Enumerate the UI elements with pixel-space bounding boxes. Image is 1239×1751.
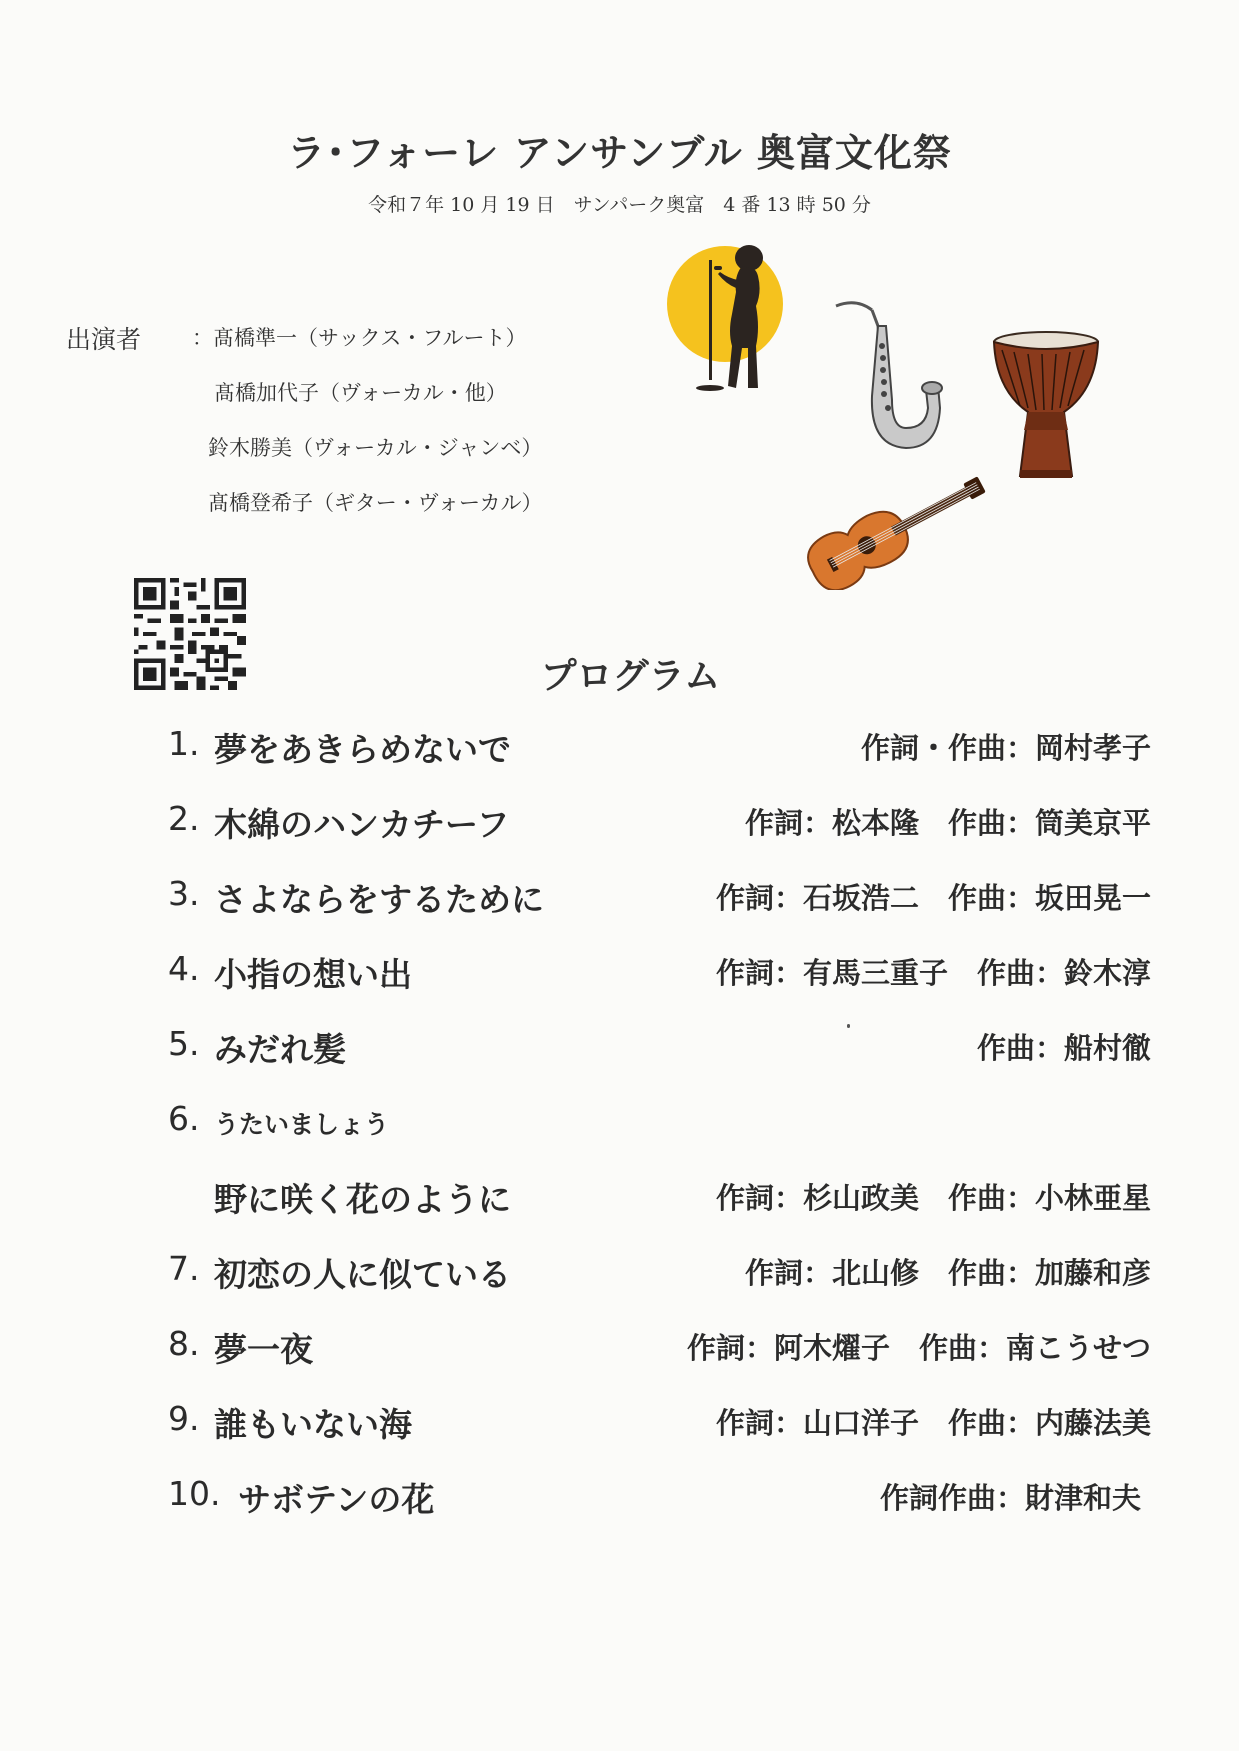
song-credit: 作詞・作曲：岡村孝子 <box>860 731 1151 765</box>
song-title: 夢一夜 <box>214 1330 313 1369</box>
program-heading: プログラム <box>540 656 721 697</box>
song-number: 3. <box>168 874 200 913</box>
speck <box>847 1024 850 1028</box>
song-number: 6. <box>168 1099 200 1138</box>
song-credit: 作詞：山口洋子 作曲：内藤法美 <box>715 1406 1151 1440</box>
song-number: 5. <box>168 1024 200 1063</box>
saxophone-icon <box>826 296 946 456</box>
song-credit: 作詞：杉山政美 作曲：小林亜星 <box>715 1181 1151 1215</box>
song-credit: 作詞：北山修 作曲：加藤和彦 <box>744 1256 1151 1290</box>
performer-name: ：髙橋準一（サックス・フルート） <box>192 326 527 350</box>
song-credit: 作詞：石坂浩二 作曲：坂田晃一 <box>715 881 1151 915</box>
song-credit: 作詞：松本隆 作曲：筒美京平 <box>744 806 1151 840</box>
performers-label: 出演者 <box>66 325 142 354</box>
song-number: 2. <box>168 799 200 838</box>
djembe-drum-icon <box>990 330 1102 482</box>
song-number: 4. <box>168 949 200 988</box>
song-title: さよならをするために <box>214 880 544 919</box>
performer-name: 髙橋登希子（ギター・ヴォーカル） <box>208 491 543 515</box>
song-title: 木綿のハンカチーフ <box>214 805 510 844</box>
song-number: 9. <box>168 1399 200 1438</box>
song-credit: 作詞作曲：財津和夫 <box>879 1481 1141 1515</box>
event-info: 令和７年 10 月 19 日 サンパーク奥富 4 番 13 時 50 分 <box>368 194 871 216</box>
song-title: 誰もいない海 <box>214 1405 412 1444</box>
song-number: 7. <box>168 1249 200 1288</box>
page-title: ラ･フォーレ アンサンブル 奥富文化祭 <box>287 131 952 175</box>
song-number: 10. <box>168 1474 221 1513</box>
performer-name: 髙橋加代子（ヴォーカル・他） <box>214 381 507 405</box>
song-title: 小指の想い出 <box>214 955 412 994</box>
song-title: サボテンの花 <box>238 1480 435 1519</box>
song-credit: 作曲：船村徹 <box>976 1031 1151 1065</box>
song-title: うたいましょう <box>214 1110 390 1139</box>
song-credit: 作詞：阿木燿子 作曲：南こうせつ <box>686 1331 1151 1365</box>
song-credit: 作詞：有馬三重子 作曲：鈴木淳 <box>715 956 1151 990</box>
performer-name: 鈴木勝美（ヴォーカル・ジャンベ） <box>208 436 543 460</box>
song-title: 夢をあきらめないで <box>214 730 511 769</box>
song-number: 8. <box>168 1324 200 1363</box>
acoustic-guitar-icon <box>790 460 990 590</box>
song-number: 1. <box>168 724 200 763</box>
song-title: 初恋の人に似ている <box>214 1255 511 1294</box>
singer-silhouette-icon <box>662 236 792 396</box>
song-title: みだれ髪 <box>214 1030 346 1069</box>
song-title: 野に咲く花のように <box>214 1180 511 1219</box>
